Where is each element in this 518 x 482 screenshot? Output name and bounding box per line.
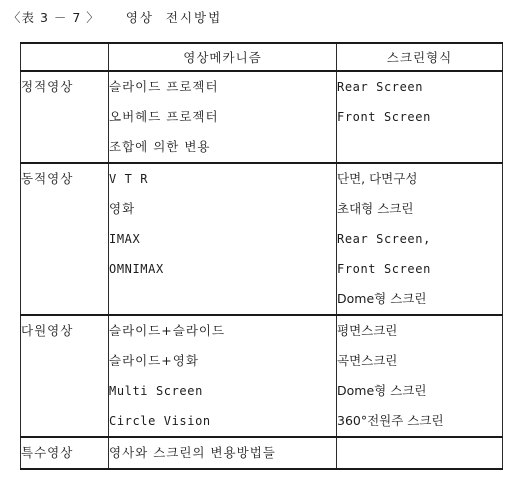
screen-item: Dome형 스크린 [337,383,427,398]
table-title: 영상 전시방법 [125,10,223,25]
mechanism-item: 슬라이드+슬라이드 [109,323,226,338]
mechanism-item: 영사와 스크린의 변용방법들 [109,445,276,460]
mechanism-item: IMAX [109,232,141,246]
table-header-row [21,43,503,71]
mechanism-item: 오버헤드 프로젝터 [109,109,219,124]
mechanism-item: Multi Screen [109,384,203,398]
screen-item: 초대형 스크린 [337,201,414,216]
screen-item: Dome형 스크린 [337,291,427,306]
category-label: 특수영상 [21,445,74,460]
screen-item: Front Screen [337,262,431,276]
category-cell [21,437,109,469]
screen-item: 곡면스크린 [337,353,398,368]
category-label: 동적영상 [21,171,74,186]
category-label: 다원영상 [21,323,74,338]
mechanism-item: 조합에 의한 변용 [109,139,211,154]
mechanism-item: V T R [109,172,149,186]
screen-item: Rear Screen, [337,232,431,246]
header-mechanism: 영상메카니즘 [109,43,337,71]
mechanism-item: 슬라이드 프로젝터 [109,79,219,94]
screen-cell [337,437,503,469]
screen-item: 360°전원주 스크린 [337,413,444,428]
screen-item: Rear Screen [337,80,424,94]
screen-cell [337,71,503,163]
screen-item: 단면, 다면구성 [337,171,418,186]
mechanism-cell [109,163,337,315]
mechanism-item: OMNIMAX [109,262,164,276]
header-screen-type: 스크린형식 [337,43,503,71]
table-row [21,71,503,163]
screen-item: 평면스크린 [337,323,398,338]
screen-cell [337,163,503,315]
category-label: 정적영상 [21,79,74,94]
category-cell [21,315,109,437]
mechanism-cell [109,437,337,469]
screen-cell [337,315,503,437]
table-row [21,437,503,469]
table-row [21,315,503,437]
mechanism-item: 슬라이드+영화 [109,353,199,368]
screen-item: Front Screen [337,110,431,124]
table-row [21,163,503,315]
display-methods-table [20,42,503,470]
header-category [21,43,109,71]
category-cell [21,163,109,315]
table-number: 〈表 3 － 7 〉 [8,10,100,25]
mechanism-cell [109,315,337,437]
mechanism-cell [109,71,337,163]
mechanism-item: 영화 [109,201,136,216]
mechanism-item: Circle Vision [109,414,211,428]
category-cell [21,71,109,163]
table-caption [8,8,222,26]
